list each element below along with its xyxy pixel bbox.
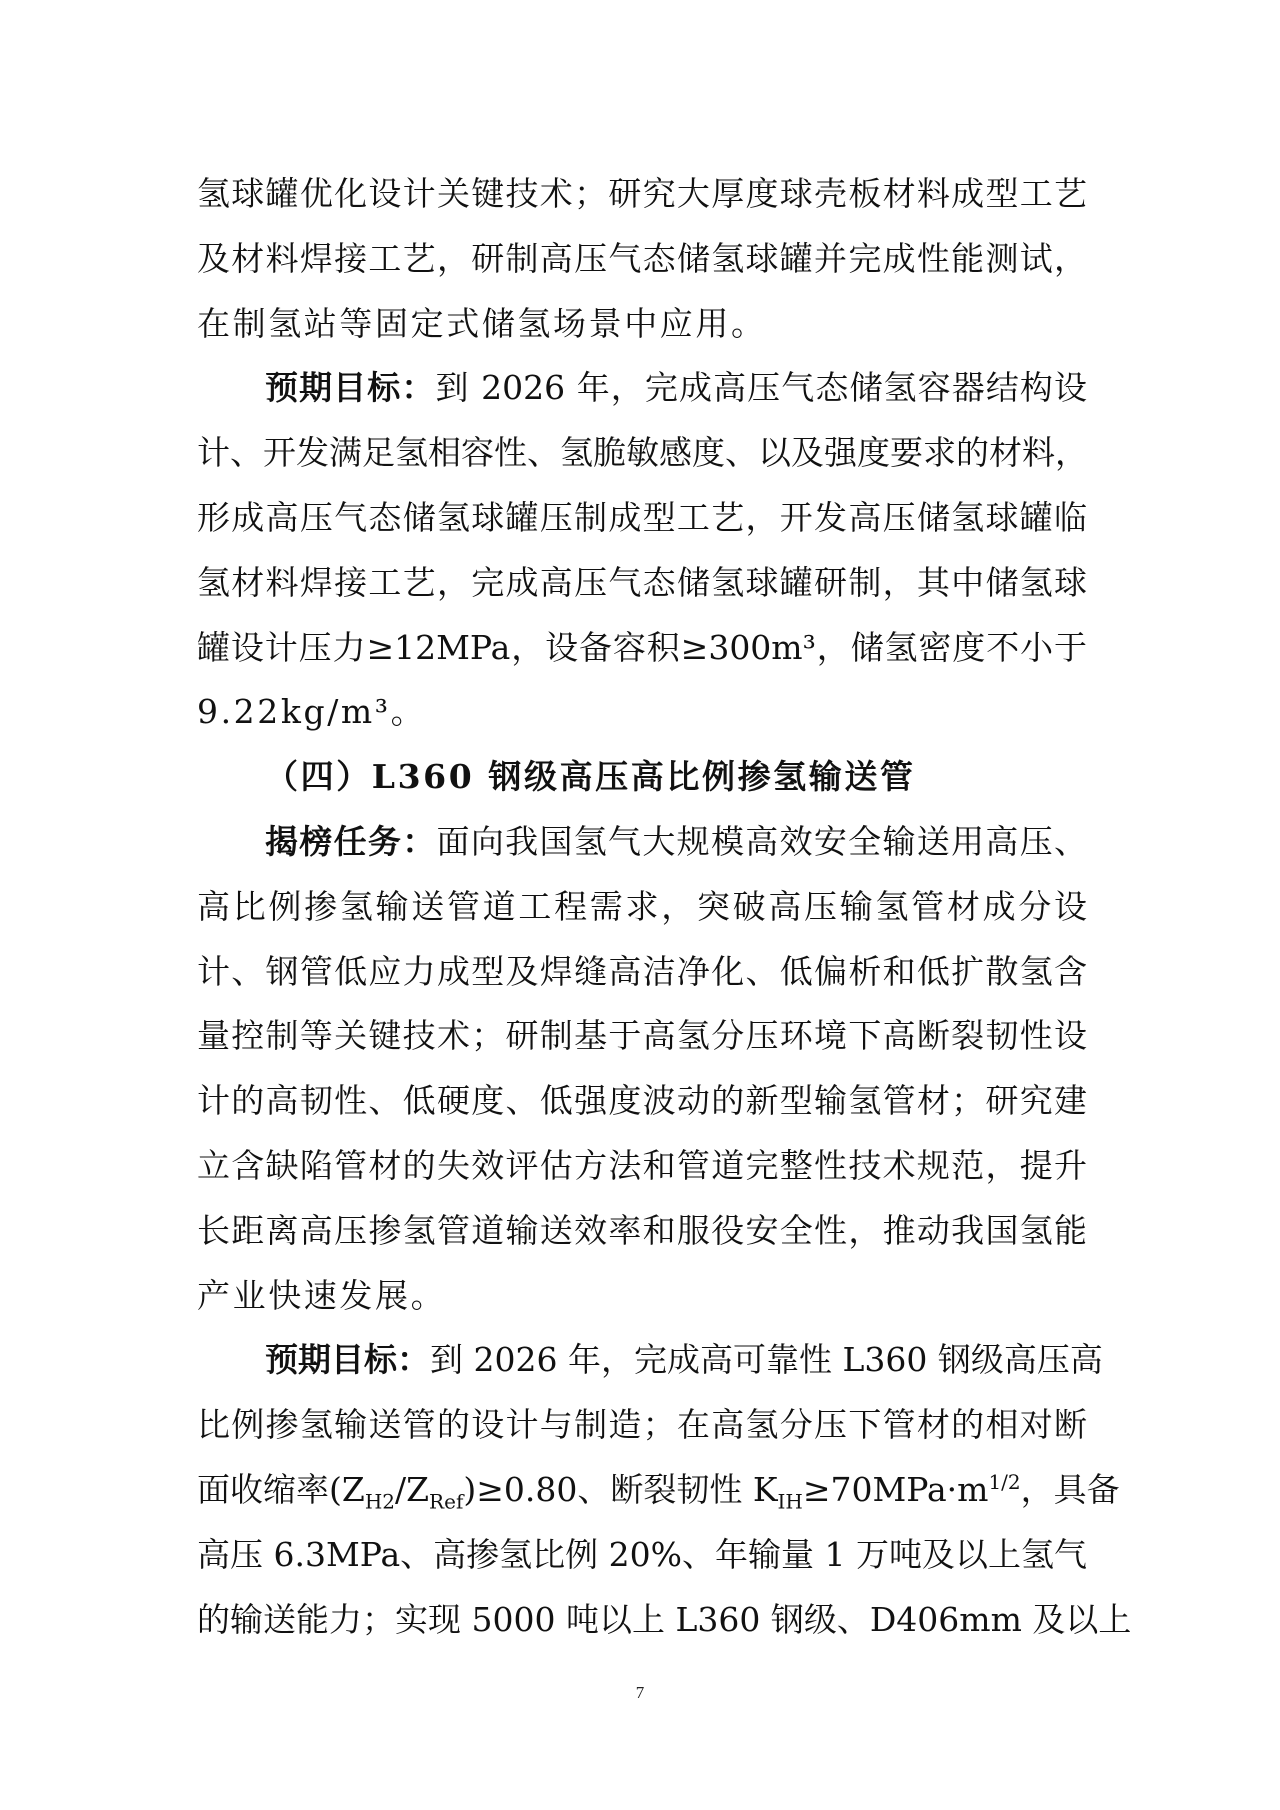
body-line: 立含缺陷管材的失效评估方法和管道完整性技术规范，提升 [197, 1145, 1087, 1185]
body-line: 高比例掺氢输送管道工程需求，突破高压输氢管材成分设 [197, 886, 1087, 926]
paragraph-lead-label: 揭榜任务： [265, 821, 437, 861]
paragraph-first-line [197, 356, 1087, 421]
paragraph-lead-label: 预期目标： [265, 1340, 430, 1380]
body-text: ，具备 [1020, 1469, 1120, 1509]
body-line: 产业快速发展。 [197, 1275, 447, 1315]
body-text: 到 2026 年，完成高可靠性 L360 钢级高压高 [430, 1340, 1103, 1380]
body-text: 面收缩率(Z [197, 1469, 365, 1509]
paragraph-first-line [197, 810, 1087, 875]
body-line: 计的高韧性、低硬度、低强度波动的新型输氢管材；研究建 [197, 1081, 1087, 1121]
body-line: 形成高压气态储氢球罐压制成型工艺，开发高压储氢球罐临 [197, 497, 1087, 537]
subscript: IH [777, 1489, 803, 1514]
subscript: H2 [364, 1489, 395, 1514]
paragraph-lead-label: 预期目标： [265, 368, 436, 408]
body-line: 量控制等关键技术；研制基于高氢分压环境下高断裂韧性设 [197, 1016, 1087, 1056]
superscript: 1/2 [988, 1469, 1021, 1494]
body-text: )≥0.80、断裂韧性 K [463, 1469, 778, 1509]
body-line: 及材料焊接工艺，研制高压气态储氢球罐并完成性能测试， [197, 238, 1087, 278]
body-line: 的输送能力；实现 5000 吨以上 L360 钢级、D406mm 及以上 [197, 1599, 1132, 1639]
body-text: /Z [394, 1469, 430, 1509]
body-text: 面向我国氢气大规模高效安全输送用高压、 [436, 821, 1088, 861]
body-line: 计、开发满足氢相容性、氢脆敏感度、以及强度要求的材料， [197, 433, 1088, 473]
body-text: 到 2026 年，完成高压气态储氢容器结构设 [435, 368, 1088, 408]
paragraph-first-line [197, 1328, 1103, 1393]
body-line: 长距离高压掺氢管道输送效率和服役安全性，推动我国氢能 [197, 1210, 1087, 1250]
page-number: 7 [635, 1683, 645, 1702]
page-body [197, 162, 1132, 1652]
body-line: 9.22kg/m³。 [197, 692, 427, 732]
formula-line [197, 1458, 1120, 1523]
body-text: ≥70MPa·m [802, 1469, 989, 1509]
body-line: 氢球罐优化设计关键技术；研究大厚度球壳板材料成型工艺 [197, 174, 1087, 213]
body-line: 在制氢站等固定式储氢场景中应用。 [197, 303, 767, 343]
body-line: 高压 6.3MPa、高掺氢比例 20%、年输量 1 万吨及以上氢气 [197, 1534, 1087, 1574]
subscript: Ref [429, 1489, 464, 1514]
body-line: 氢材料焊接工艺，完成高压气态储氢球罐研制，其中储氢球 [197, 562, 1087, 602]
body-line: 罐设计压力≥12MPa，设备容积≥300m³，储氢密度不小于 [197, 627, 1087, 667]
body-line: 计、钢管低应力成型及焊缝高洁净化、低偏析和低扩散氢含 [197, 951, 1087, 991]
section-heading: （四）L360 钢级高压高比例掺氢输送管 [265, 757, 916, 797]
body-line: 比例掺氢输送管的设计与制造；在高氢分压下管材的相对断 [197, 1405, 1087, 1445]
